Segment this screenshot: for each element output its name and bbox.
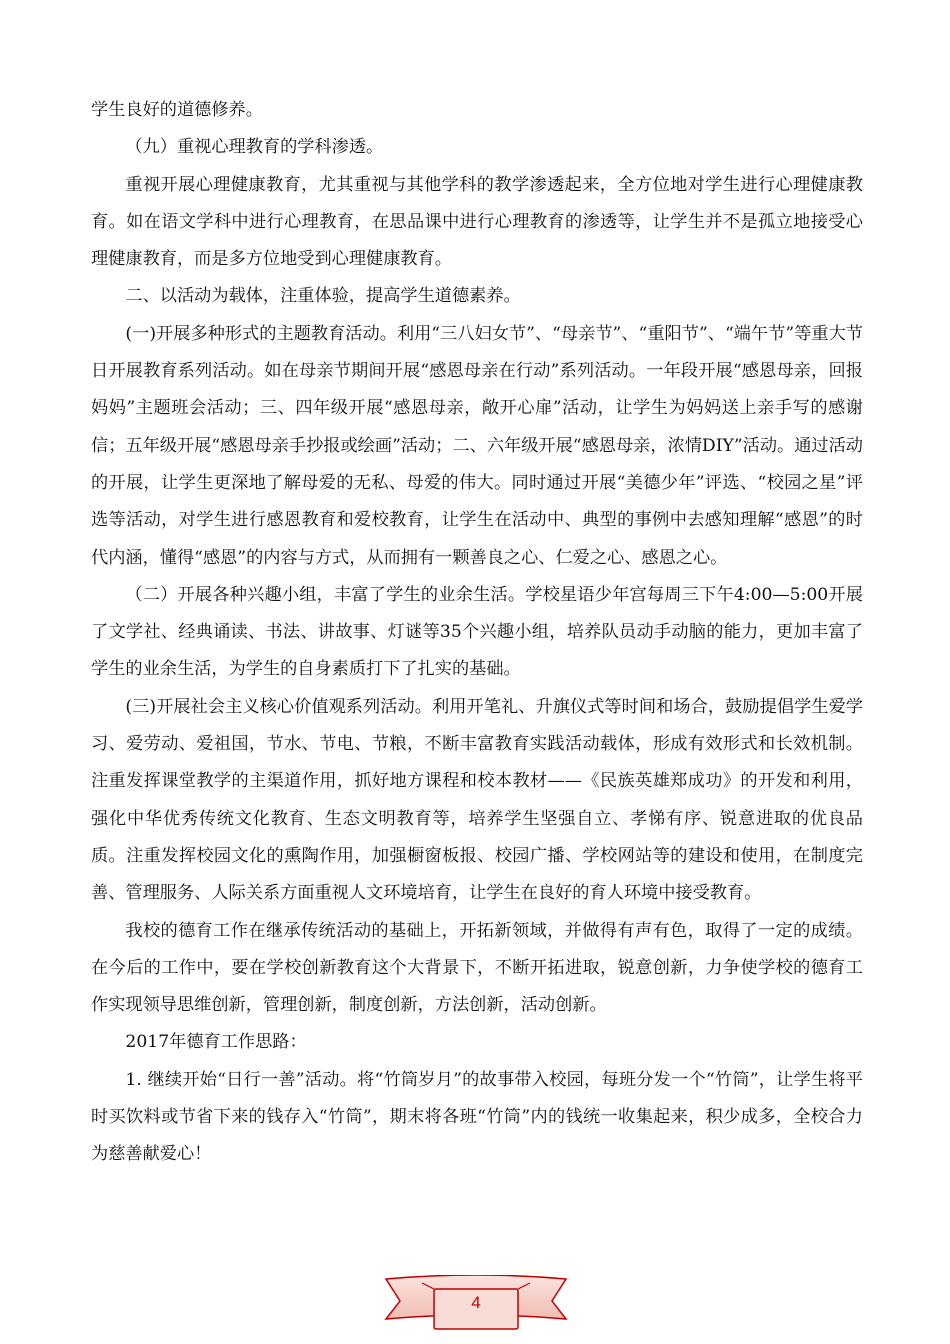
paragraph: （二）开展各种兴趣小组，丰富了学生的业余生活。学校星语少年宫每周三下午4:00—5:00开展了文学社、经典诵读、书法、讲故事、灯谜等35个兴趣小组，培养队员动手动脑的能力，更加丰富了学生的业余生活，为学生的自身素质打下了扎实的基础。 <box>91 584 863 680</box>
subheading-2017-plan: 2017年德育工作思路： <box>125 1032 307 1053</box>
paragraph: (三)开展社会主义核心价值观系列活动。利用开笔礼、升旗仪式等时间和场合，鼓励提倡学生爱学习、爱劳动、爱祖国，节水、节电、节粮，不断丰富教育实践活动载体，形成有效形式和长效机制。注重发挥课堂教学的主渠道作用，抓好地方课程和校本教材——《民族英雄郑成功》的开发和利用，强化中华优秀传统文化教育、生态文明教育等，培养学生坚强自立、孝悌有序、锐意进取的优良品质。注重发挥校园文化的熏陶作用，加强橱窗板报、校园广播、学校网站等的建设和使用，在制度完善、管理服务、人际关系方面重视人文环境培育，让学生在良好的育人环境中接受教育。 <box>91 696 863 904</box>
page-number: 4 <box>471 1293 481 1312</box>
page-footer <box>376 1275 576 1335</box>
paragraph-continuation: 学生良好的道德修养。 <box>91 100 263 120</box>
list-item: 1. 继续开始“日行一善”活动。将“竹筒岁月”的故事带入校园，每班分发一个“竹筒”，让学生将平时买饮料或节省下来的钱存入“竹筒”，期末将各班“竹筒”内的钱统一收集起来，积少成多，全校合力为慈善献爱心！ <box>91 1069 863 1165</box>
section-heading-2: 二、以活动为载体，注重体验，提高学生道德素养。 <box>125 286 521 307</box>
section-heading-9: （九）重视心理教育的学科渗透。 <box>125 137 384 158</box>
paragraph: 重视开展心理健康教育，尤其重视与其他学科的教学渗透起来，全方位地对学生进行心理健康教育。如在语文学科中进行心理教育，在思品课中进行心理教育的渗透等，让学生并不是孤立地接受心理健康教育，而是多方位地受到心理健康教育。 <box>91 174 863 270</box>
paragraph: 我校的德育工作在继承传统活动的基础上，开拓新领域，并做得有声有色，取得了一定的成绩。在今后的工作中，要在学校创新教育这个大背景下，不断开拓进取，锐意创新，力争使学校的德育工作实现领导思维创新，管理创新，制度创新，方法创新，活动创新。 <box>91 920 863 1016</box>
paragraph: (一)开展多种形式的主题教育活动。利用“三八妇女节”、“母亲节”、“重阳节”、“端午节”等重大节日开展教育系列活动。如在母亲节期间开展“感恩母亲在行动”系列活动。一年段开展“感恩母亲，回报妈妈”主题班会活动；三、四年级开展“感恩母亲，敞开心扉”活动，让学生为妈妈送上亲手写的感谢信；五年级开展“感恩母亲手抄报或绘画”活动；二、六年级开展“感恩母亲，浓情DIY”活动。通过活动的开展，让学生更深地了解母爱的无私、母爱的伟大。同时通过开展“美德少年”评选、“校园之星”评选等活动，对学生进行感恩教育和爱校教育，让学生在活动中、典型的事例中去感知理解“感恩”的时代内涵，懂得“感恩”的内容与方式，从而拥有一颗善良之心、仁爱之心、感恩之心。 <box>91 323 863 568</box>
document-body <box>91 92 863 1174</box>
